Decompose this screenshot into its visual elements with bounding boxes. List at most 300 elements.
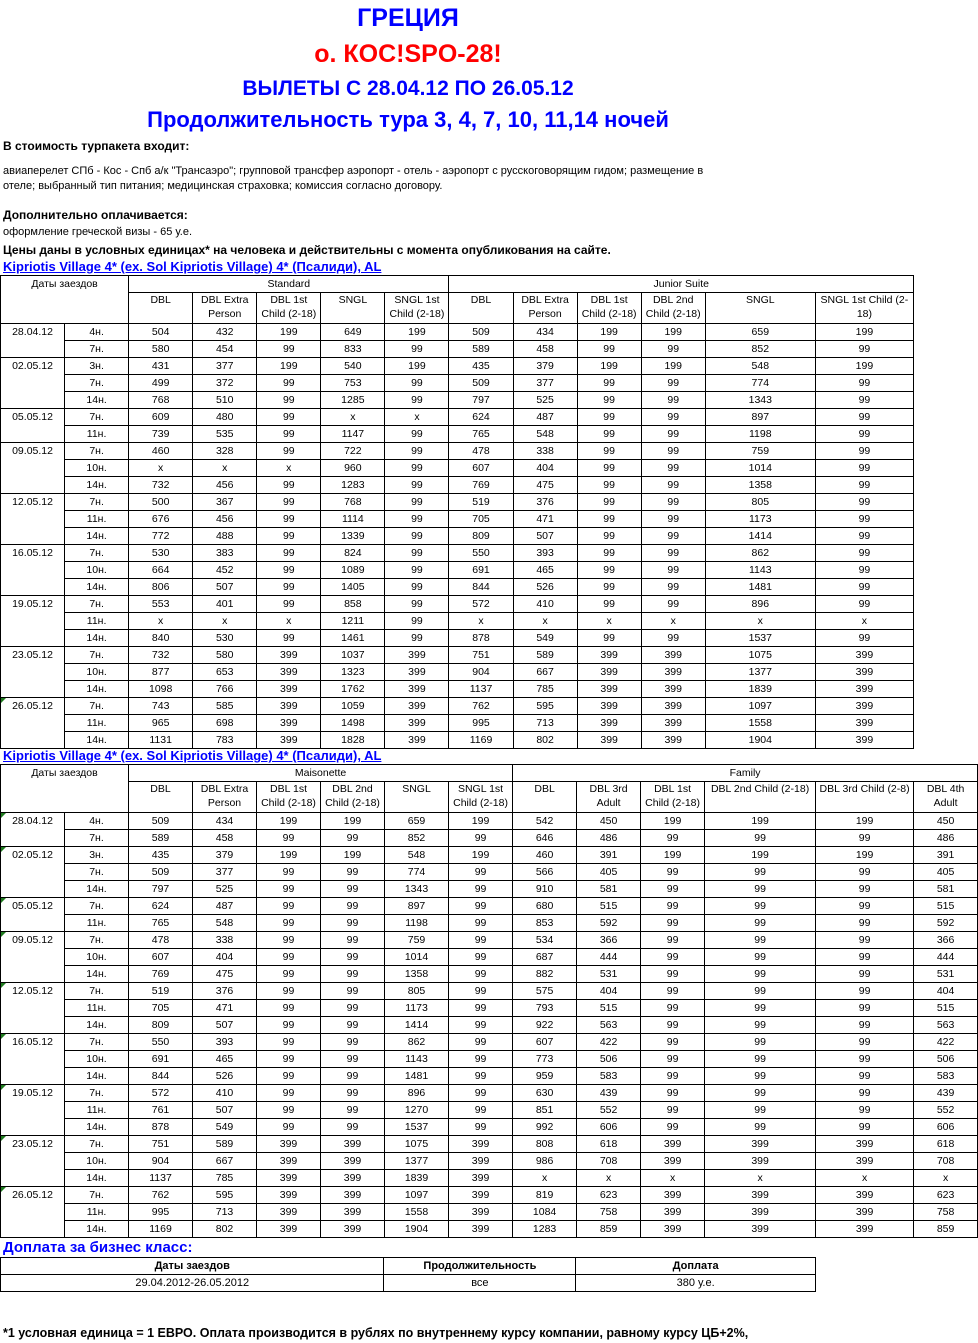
nights: 7н. [65, 409, 129, 426]
price-cell: 99 [257, 1085, 321, 1102]
price-cell: 399 [449, 1153, 513, 1170]
price-cell: 753 [321, 375, 385, 392]
price-cell: 99 [321, 915, 385, 932]
price-cell: 376 [513, 494, 577, 511]
nights: 14н. [65, 477, 129, 494]
price-cell: 99 [449, 1034, 513, 1051]
price-cell: 399 [321, 1204, 385, 1221]
price-row [1, 898, 978, 915]
price-row [1, 528, 914, 545]
price-cell: 99 [257, 881, 321, 898]
price-cell: 499 [129, 375, 193, 392]
price-cell: 1084 [513, 1204, 577, 1221]
price-cell: 768 [321, 494, 385, 511]
price-cell: 460 [129, 443, 193, 460]
price-cell: 486 [577, 830, 641, 847]
price-cell: 99 [816, 966, 914, 983]
price-cell: 99 [449, 949, 513, 966]
price-cell: 199 [705, 813, 816, 830]
price-cell: 606 [914, 1119, 978, 1136]
price-row [1, 545, 914, 562]
nights: 7н. [65, 596, 129, 613]
price-cell: 583 [914, 1068, 978, 1085]
price-cell: 1498 [321, 715, 385, 732]
price-cell: 1358 [385, 966, 449, 983]
nights: 14н. [65, 732, 129, 749]
price-cell: 99 [257, 915, 321, 932]
price-cell: 99 [816, 1102, 914, 1119]
price-cell: 758 [577, 1204, 641, 1221]
column-header: DBL 2nd Child (2-18) [641, 293, 705, 324]
price-cell: 802 [193, 1221, 257, 1238]
price-cell: 99 [321, 1102, 385, 1119]
price-cell: 99 [449, 915, 513, 932]
duration-title: Продолжительность тура 3, 4, 7, 10, 11,14 ночей [147, 107, 669, 132]
price-cell: 475 [513, 477, 577, 494]
price-cell: 458 [513, 341, 577, 358]
nights: 10н. [65, 1153, 129, 1170]
business-header-row [1, 1258, 816, 1275]
price-cell: 585 [193, 698, 257, 715]
price-cell: 487 [193, 898, 257, 915]
price-cell: 897 [385, 898, 449, 915]
price-cell: 99 [815, 460, 913, 477]
price-cell: 99 [815, 545, 913, 562]
price-row [1, 1170, 978, 1187]
column-header: DBL [449, 293, 513, 324]
price-cell: 623 [577, 1187, 641, 1204]
price-cell: 99 [705, 1017, 816, 1034]
price-cell: 399 [257, 715, 321, 732]
price-cell: 99 [577, 443, 641, 460]
price-cell: 399 [257, 664, 321, 681]
price-cell: 1014 [705, 460, 815, 477]
price-cell: 819 [513, 1187, 577, 1204]
price-cell: 199 [641, 358, 705, 375]
price-cell: 99 [257, 830, 321, 847]
price-cell: 99 [257, 528, 321, 545]
price-cell: 99 [705, 915, 816, 932]
price-cell: 99 [641, 1051, 705, 1068]
price-cell: 1762 [321, 681, 385, 698]
price-cell: 99 [816, 830, 914, 847]
price-cell: 99 [816, 881, 914, 898]
price-cell: 199 [449, 847, 513, 864]
nights: 7н. [65, 1136, 129, 1153]
price-cell: 99 [257, 949, 321, 966]
price-cell: 399 [385, 732, 449, 749]
nights: 11н. [65, 715, 129, 732]
price-cell: 99 [449, 830, 513, 847]
price-cell: 399 [705, 1204, 816, 1221]
price-cell: 199 [815, 324, 913, 341]
column-header: DBL 1st Child (2-18) [257, 782, 321, 813]
price-cell: 399 [257, 1204, 321, 1221]
prices-note: Цены даны в условных единицах* на человека и действительны с момента опубликования на сайте. [3, 243, 611, 257]
price-row [1, 443, 914, 460]
price-cell: 99 [816, 915, 914, 932]
price-cell: 1169 [129, 1221, 193, 1238]
price-row [1, 847, 978, 864]
price-cell: 773 [513, 1051, 577, 1068]
price-cell: 507 [193, 1017, 257, 1034]
price-cell: 399 [321, 1170, 385, 1187]
price-cell: 99 [577, 494, 641, 511]
price-cell: 480 [193, 409, 257, 426]
price-cell: 399 [815, 698, 913, 715]
price-cell: 471 [513, 511, 577, 528]
price-cell: 399 [705, 1136, 816, 1153]
price-cell: 540 [321, 358, 385, 375]
price-cell: 99 [641, 983, 705, 1000]
price-cell: 959 [513, 1068, 577, 1085]
price-cell: 399 [641, 681, 705, 698]
hotel-link-2[interactable]: Kipriotis Village 4* (ex. Sol Kipriotis Village) 4* (Псалиди), AL [3, 748, 382, 763]
price-cell: 439 [914, 1085, 978, 1102]
price-cell: 1405 [321, 579, 385, 596]
price-cell: 762 [449, 698, 513, 715]
column-header: DBL 1st Child (2-18) [641, 782, 705, 813]
price-cell: 99 [385, 443, 449, 460]
price-cell: 99 [641, 545, 705, 562]
price-cell: 399 [705, 1221, 816, 1238]
price-row [1, 494, 914, 511]
nights: 14н. [65, 630, 129, 647]
price-row [1, 1000, 978, 1017]
nights: 14н. [65, 1017, 129, 1034]
price-cell: 475 [193, 966, 257, 983]
price-cell: 705 [129, 1000, 193, 1017]
price-cell: 809 [449, 528, 513, 545]
price-cell: 768 [129, 392, 193, 409]
price-cell: 456 [193, 477, 257, 494]
price-cell: 1014 [385, 949, 449, 966]
price-cell: 399 [816, 1221, 914, 1238]
price-cell: 99 [641, 409, 705, 426]
price-cell: 691 [129, 1051, 193, 1068]
price-cell: 793 [513, 1000, 577, 1017]
price-row [1, 647, 914, 664]
price-cell: 434 [513, 324, 577, 341]
price-cell: 509 [129, 864, 193, 881]
column-header: DBL [513, 782, 577, 813]
price-cell: x [257, 613, 321, 630]
price-cell: 844 [129, 1068, 193, 1085]
price-cell: 99 [641, 375, 705, 392]
price-cell: 664 [129, 562, 193, 579]
price-cell: 581 [914, 881, 978, 898]
price-cell: 624 [449, 409, 513, 426]
price-row [1, 915, 978, 932]
price-cell: 785 [193, 1170, 257, 1187]
visa-fee: оформление греческой визы - 65 у.е. [3, 226, 193, 238]
business-header-dates: Даты заездов [1, 1258, 384, 1275]
price-cell: x [641, 1170, 705, 1187]
price-cell: 526 [193, 1068, 257, 1085]
price-cell: 1481 [385, 1068, 449, 1085]
price-cell: 199 [321, 847, 385, 864]
arrival-date: 23.05.12 [1, 1136, 65, 1187]
price-cell: 338 [513, 443, 577, 460]
price-cell: 1828 [321, 732, 385, 749]
price-cell: 506 [914, 1051, 978, 1068]
arrival-date: 28.04.12 [1, 324, 65, 358]
price-cell: 99 [449, 1085, 513, 1102]
price-cell: 698 [193, 715, 257, 732]
nights: 11н. [65, 915, 129, 932]
arrival-date: 09.05.12 [1, 443, 65, 494]
price-cell: 99 [816, 1085, 914, 1102]
price-cell: 432 [193, 324, 257, 341]
price-cell: 99 [449, 1102, 513, 1119]
price-cell: 553 [129, 596, 193, 613]
price-cell: 575 [513, 983, 577, 1000]
price-cell: 99 [449, 983, 513, 1000]
price-cell: 399 [321, 1187, 385, 1204]
arrival-date: 12.05.12 [1, 494, 65, 545]
column-header: SNGL [705, 293, 815, 324]
price-cell: 802 [513, 732, 577, 749]
price-cell: 99 [321, 1017, 385, 1034]
price-cell: 478 [129, 932, 193, 949]
price-cell: 1358 [705, 477, 815, 494]
price-cell: 471 [193, 1000, 257, 1017]
price-cell: 399 [385, 698, 449, 715]
price-cell: 377 [193, 864, 257, 881]
price-cell: 878 [449, 630, 513, 647]
price-cell: 1037 [321, 647, 385, 664]
nights: 14н. [65, 966, 129, 983]
price-cell: 399 [385, 715, 449, 732]
price-cell: 99 [321, 932, 385, 949]
price-cell: 99 [816, 983, 914, 1000]
price-cell: 1839 [385, 1170, 449, 1187]
price-cell: 399 [705, 1187, 816, 1204]
nights: 10н. [65, 562, 129, 579]
price-cell: 99 [577, 562, 641, 579]
price-cell: 797 [129, 881, 193, 898]
price-cell: 549 [513, 630, 577, 647]
price-cell: 862 [705, 545, 815, 562]
price-cell: 99 [815, 341, 913, 358]
column-header: DBL [129, 782, 193, 813]
price-cell: 646 [513, 830, 577, 847]
hotel-link-1[interactable]: Kipriotis Village 4* (ex. Sol Kipriotis Village) 4* (Псалиди), AL [3, 259, 382, 274]
price-cell: 1904 [385, 1221, 449, 1238]
price-row [1, 562, 914, 579]
price-cell: 399 [816, 1136, 914, 1153]
price-cell: 530 [129, 545, 193, 562]
price-cell: 99 [641, 426, 705, 443]
price-cell: 379 [193, 847, 257, 864]
price-cell: 772 [129, 528, 193, 545]
price-row [1, 511, 914, 528]
price-cell: 99 [705, 881, 816, 898]
country-title: ГРЕЦИЯ [357, 4, 459, 32]
price-cell: 783 [193, 732, 257, 749]
price-cell: 1198 [705, 426, 815, 443]
price-row [1, 1034, 978, 1051]
price-cell: 99 [641, 1000, 705, 1017]
price-cell: 401 [193, 596, 257, 613]
price-cell: 452 [193, 562, 257, 579]
price-cell: 435 [449, 358, 513, 375]
price-cell: 99 [816, 1017, 914, 1034]
price-cell: 806 [129, 579, 193, 596]
nights: 7н. [65, 375, 129, 392]
price-cell: 659 [385, 813, 449, 830]
column-header: DBL Extra Person [193, 293, 257, 324]
price-cell: x [577, 613, 641, 630]
price-cell: 509 [449, 375, 513, 392]
dates-header-spacer [1, 782, 129, 813]
price-cell: 542 [513, 813, 577, 830]
price-cell: 99 [641, 1102, 705, 1119]
price-cell: 399 [815, 715, 913, 732]
price-cell: 1904 [705, 732, 815, 749]
price-cell: 99 [641, 630, 705, 647]
price-cell: 99 [321, 881, 385, 898]
price-cell: 338 [193, 932, 257, 949]
price-cell: 844 [449, 579, 513, 596]
column-header: DBL 4th Adult [914, 782, 978, 813]
price-cell: 99 [577, 460, 641, 477]
price-cell: 589 [513, 647, 577, 664]
nights: 10н. [65, 1051, 129, 1068]
price-cell: 992 [513, 1119, 577, 1136]
price-cell: x [193, 613, 257, 630]
price-cell: 328 [193, 443, 257, 460]
price-cell: 589 [449, 341, 513, 358]
room-group-header: Family [513, 765, 978, 782]
price-cell: 399 [641, 1204, 705, 1221]
column-header: DBL Extra Person [193, 782, 257, 813]
price-cell: 607 [129, 949, 193, 966]
price-cell: 465 [193, 1051, 257, 1068]
price-cell: 199 [449, 813, 513, 830]
price-cell: 99 [641, 966, 705, 983]
price-row [1, 613, 914, 630]
price-cell: 904 [449, 664, 513, 681]
price-cell: 399 [815, 681, 913, 698]
price-row [1, 1051, 978, 1068]
price-cell: 99 [641, 562, 705, 579]
price-cell: 852 [705, 341, 815, 358]
price-cell: 454 [193, 341, 257, 358]
price-cell: 805 [705, 494, 815, 511]
price-cell: 99 [641, 864, 705, 881]
price-cell: 1089 [321, 562, 385, 579]
price-cell: 450 [577, 813, 641, 830]
price-cell: 456 [193, 511, 257, 528]
price-cell: 572 [129, 1085, 193, 1102]
price-cell: 897 [705, 409, 815, 426]
column-header: SNGL [385, 782, 449, 813]
price-cell: 519 [129, 983, 193, 1000]
price-cell: 99 [705, 1085, 816, 1102]
price-cell: 399 [449, 1204, 513, 1221]
price-cell: 99 [705, 830, 816, 847]
price-cell: 439 [577, 1085, 641, 1102]
price-cell: x [577, 1170, 641, 1187]
nights: 14н. [65, 528, 129, 545]
price-cell: 1339 [321, 528, 385, 545]
price-cell: 376 [193, 983, 257, 1000]
price-cell: 1097 [705, 698, 815, 715]
price-cell: 99 [641, 596, 705, 613]
price-cell: 199 [816, 813, 914, 830]
price-cell: 99 [257, 596, 321, 613]
price-cell: 1323 [321, 664, 385, 681]
price-cell: 199 [816, 847, 914, 864]
price-row [1, 864, 978, 881]
price-cell: 366 [577, 932, 641, 949]
room-group-header: Standard [129, 276, 449, 293]
price-row [1, 1153, 978, 1170]
price-cell: 515 [577, 898, 641, 915]
business-duration: все [384, 1275, 576, 1292]
price-cell: 99 [385, 494, 449, 511]
price-cell: 99 [257, 966, 321, 983]
price-cell: 99 [641, 494, 705, 511]
nights: 7н. [65, 932, 129, 949]
price-cell: 99 [815, 562, 913, 579]
nights: 11н. [65, 613, 129, 630]
price-cell: 525 [193, 881, 257, 898]
price-cell: 377 [193, 358, 257, 375]
nights: 14н. [65, 1119, 129, 1136]
price-cell: 99 [257, 898, 321, 915]
price-cell: 458 [193, 830, 257, 847]
price-cell: 422 [577, 1034, 641, 1051]
price-cell: 99 [257, 1051, 321, 1068]
nights: 11н. [65, 511, 129, 528]
price-cell: 99 [257, 1119, 321, 1136]
price-cell: 450 [914, 813, 978, 830]
price-cell: 515 [914, 1000, 978, 1017]
price-cell: 833 [321, 341, 385, 358]
price-cell: 1270 [385, 1102, 449, 1119]
price-cell: 444 [914, 949, 978, 966]
price-cell: 99 [641, 1068, 705, 1085]
price-cell: 808 [513, 1136, 577, 1153]
price-cell: 618 [914, 1136, 978, 1153]
price-cell: 399 [815, 732, 913, 749]
price-cell: 618 [577, 1136, 641, 1153]
price-cell: 552 [914, 1102, 978, 1119]
price-cell: 851 [513, 1102, 577, 1119]
arrival-date: 12.05.12 [1, 983, 65, 1034]
price-cell: 99 [449, 881, 513, 898]
price-cell: 99 [449, 1000, 513, 1017]
price-cell: 99 [257, 375, 321, 392]
price-cell: x [129, 613, 193, 630]
price-cell: x [321, 409, 385, 426]
price-cell: 99 [257, 932, 321, 949]
price-cell: 99 [321, 864, 385, 881]
price-row [1, 477, 914, 494]
price-cell: 99 [641, 1119, 705, 1136]
price-row [1, 375, 914, 392]
arrival-date: 05.05.12 [1, 409, 65, 443]
price-cell: 739 [129, 426, 193, 443]
price-cell: 99 [385, 545, 449, 562]
price-cell: 199 [257, 813, 321, 830]
price-cell: 99 [577, 375, 641, 392]
price-cell: 99 [321, 983, 385, 1000]
price-cell: 99 [815, 511, 913, 528]
price-row [1, 1204, 978, 1221]
